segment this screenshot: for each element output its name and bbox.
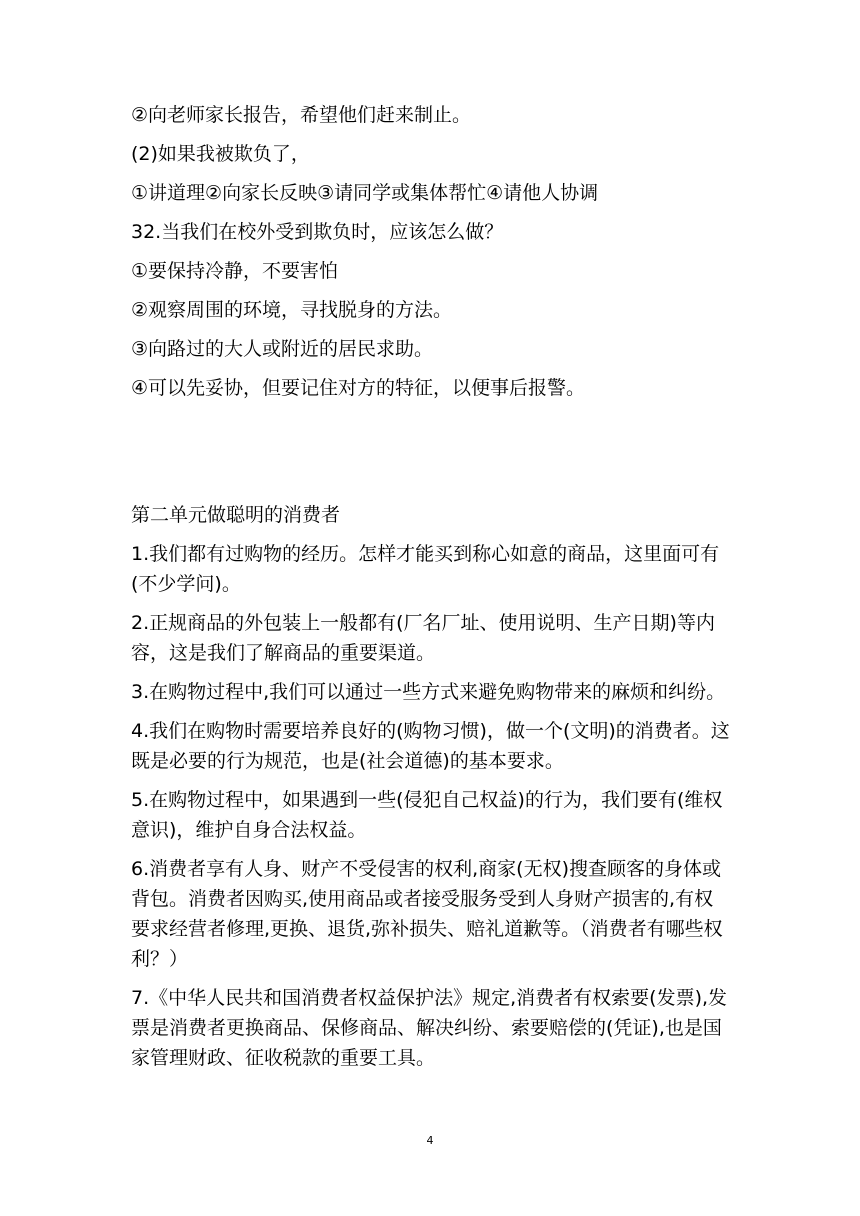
text-line: ③向路过的大人或附近的居民求助。 bbox=[131, 338, 434, 360]
text-line: ②观察周围的环境，寻找脱身的方法。 bbox=[131, 299, 453, 321]
text-line: (2)如果我被欺负了， bbox=[131, 143, 310, 165]
page-content bbox=[131, 100, 731, 1082]
paragraph-1: 1.我们都有过购物的经历。怎样才能买到称心如意的商品，这里面可有(不少学问)。 bbox=[131, 543, 720, 595]
spacer bbox=[131, 412, 731, 500]
page-number: 4 bbox=[426, 1134, 434, 1147]
paragraph-5: 5.在购物过程中，如果遇到一些(侵犯自己权益)的行为，我们要有(维权意识)，维护自身合法权益。 bbox=[131, 789, 723, 841]
text-line: ①讲道理②向家长反映③请同学或集体帮忙④请他人协调 bbox=[131, 182, 599, 204]
paragraph-2: 2.正规商品的外包装上一般都有(厂名厂址、使用说明、生产日期)等内容，这是我们了解商品的重要渠道。 bbox=[131, 612, 715, 664]
paragraph-6: 6.消费者享有人身、财产不受侵害的权利,商家(无权)搜查顾客的身体或背包。消费者因购买,使用商品或者接受服务受到人身财产损害的,有权要求经营者修理,更换、退货,弥补损失、赔礼道歉等。（消费者有哪些权利？） bbox=[131, 858, 723, 970]
text-line: ④可以先妥协，但要记住对方的特征，以便事后报警。 bbox=[131, 377, 586, 399]
paragraph-7: 7.《中华人民共和国消费者权益保护法》规定,消费者有权索要(发票),发票是消费者更换商品、保修商品、解决纠纷、索要赔偿的(凭证),也是国家管理财政、征收税款的重要工具。 bbox=[131, 987, 728, 1069]
paragraph-3: 3.在购物过程中,我们可以通过一些方式来避免购物带来的麻烦和纠纷。 bbox=[131, 681, 726, 703]
text-line: ①要保持冷静，不要害怕 bbox=[131, 260, 339, 282]
text-line: ②向老师家长报告，希望他们赶来制止。 bbox=[131, 104, 472, 126]
question-32: 32.当我们在校外受到欺负时，应该怎么做？ bbox=[131, 221, 504, 243]
section-title: 第二单元做聪明的消费者 bbox=[131, 504, 341, 526]
paragraph-4: 4.我们在购物时需要培养良好的(购物习惯)，做一个(文明)的消费者。这既是必要的行为规范，也是(社会道德)的基本要求。 bbox=[131, 720, 730, 772]
